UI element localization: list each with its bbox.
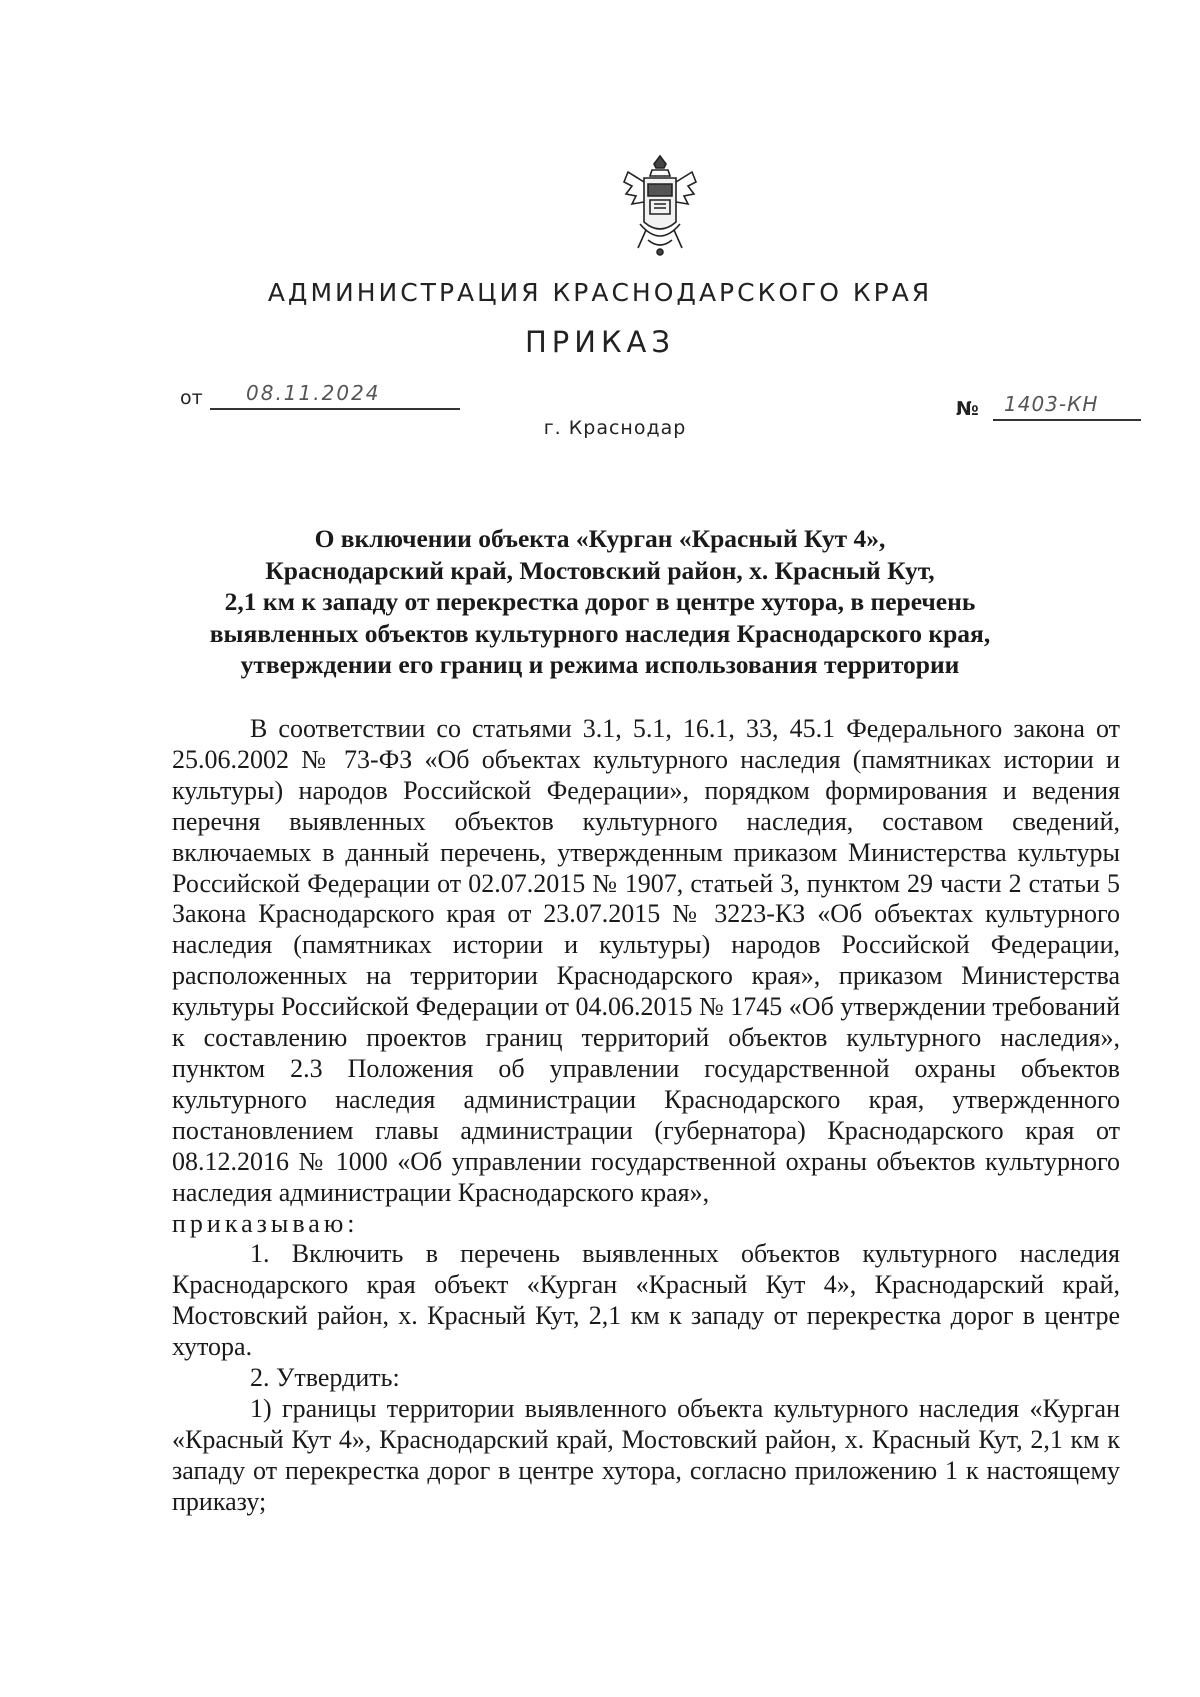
date-underline <box>210 408 460 410</box>
number-label: № <box>956 398 979 420</box>
krasnodar-coat-of-arms-icon <box>618 152 702 262</box>
document-date: 08.11.2024 <box>246 381 381 405</box>
item-2-1-paragraph: 1) границы территории выявленного объекта культурного наследия «Курган «Красный Кут 4», Краснодарский край, Мостовский район, х. Красный Кут, 2,1 км к западу от перекрестка дорог в центре хутора, согласно приложению 1 к настоящему приказу; <box>172 1393 1120 1516</box>
document-type: ПРИКАЗ <box>524 325 675 359</box>
city: г. Краснодар <box>543 417 687 439</box>
order-word: приказываю: <box>172 1208 359 1238</box>
document-number: 1403-КН <box>1004 392 1099 416</box>
title-line: О включении объекта «Курган «Красный Кут 4», <box>314 524 886 553</box>
title-line: выявленных объектов культурного наследия Краснодарского края, <box>209 618 991 648</box>
title-line: Краснодарский край, Мостовский район, х. Красный Кут, <box>265 555 935 585</box>
document-title <box>180 523 1020 681</box>
order-paragraph <box>172 1209 1120 1240</box>
number-underline <box>993 419 1141 421</box>
preamble-paragraph: В соответствии со статьями 3.1, 5.1, 16.1, 33, 45.1 Федерального закона от 25.06.2002 № 73-ФЗ «Об объектах культурного наследия (памятниках истории и культуры) народов Российской Федерации», порядком формирования и ведения перечня выявленных объектов культурного наследия, составом сведений, включаемых в данный перечень, утвержденным приказом Министерства культуры Российской Федерации от 02.07.2015 № 1907, статьей 3, пунктом 29 части 2 статьи 5 Закона Краснодарского края от 23.07.2015 № 3223-КЗ «Об объектах культурного наследия (памятниках истории и культуры) народов Российской Федерации, расположенных на территории Краснодарского края», приказом Министерства культуры Российской Федерации от 04.06.2015 № 1745 «Об утверждении требований к составлению проектов границ территорий объектов культурного наследия», пунктом 2.3 Положения об управлении государственной охраны объектов культурного наследия администрации Краснодарского края, утвержденного постановлением главы администрации (губернатора) Краснодарского края от 08.12.2016 № 1000 «Об управлении государственной охраны объектов культурного наследия администрации Краснодарского края», <box>172 714 1120 1207</box>
item-2-paragraph: 2. Утвердить: <box>250 1363 400 1393</box>
date-label: от <box>180 387 203 409</box>
title-line: утверждении его границ и режима использования территории <box>240 650 960 679</box>
item-1-paragraph: 1. Включить в перечень выявленных объектов культурного наследия Краснодарского края объект «Курган «Красный Кут 4», Краснодарский край, Мостовский район, х. Красный Кут, 2,1 км к западу от перекрестка дорог в центре хутора. <box>172 1239 1120 1362</box>
organization-name: АДМИНИСТРАЦИЯ КРАСНОДАРСКОГО КРАЯ <box>267 278 933 307</box>
title-line: 2,1 км к западу от перекрестка дорог в центре хутора, в перечень <box>224 587 976 616</box>
document-body <box>172 714 1120 1518</box>
